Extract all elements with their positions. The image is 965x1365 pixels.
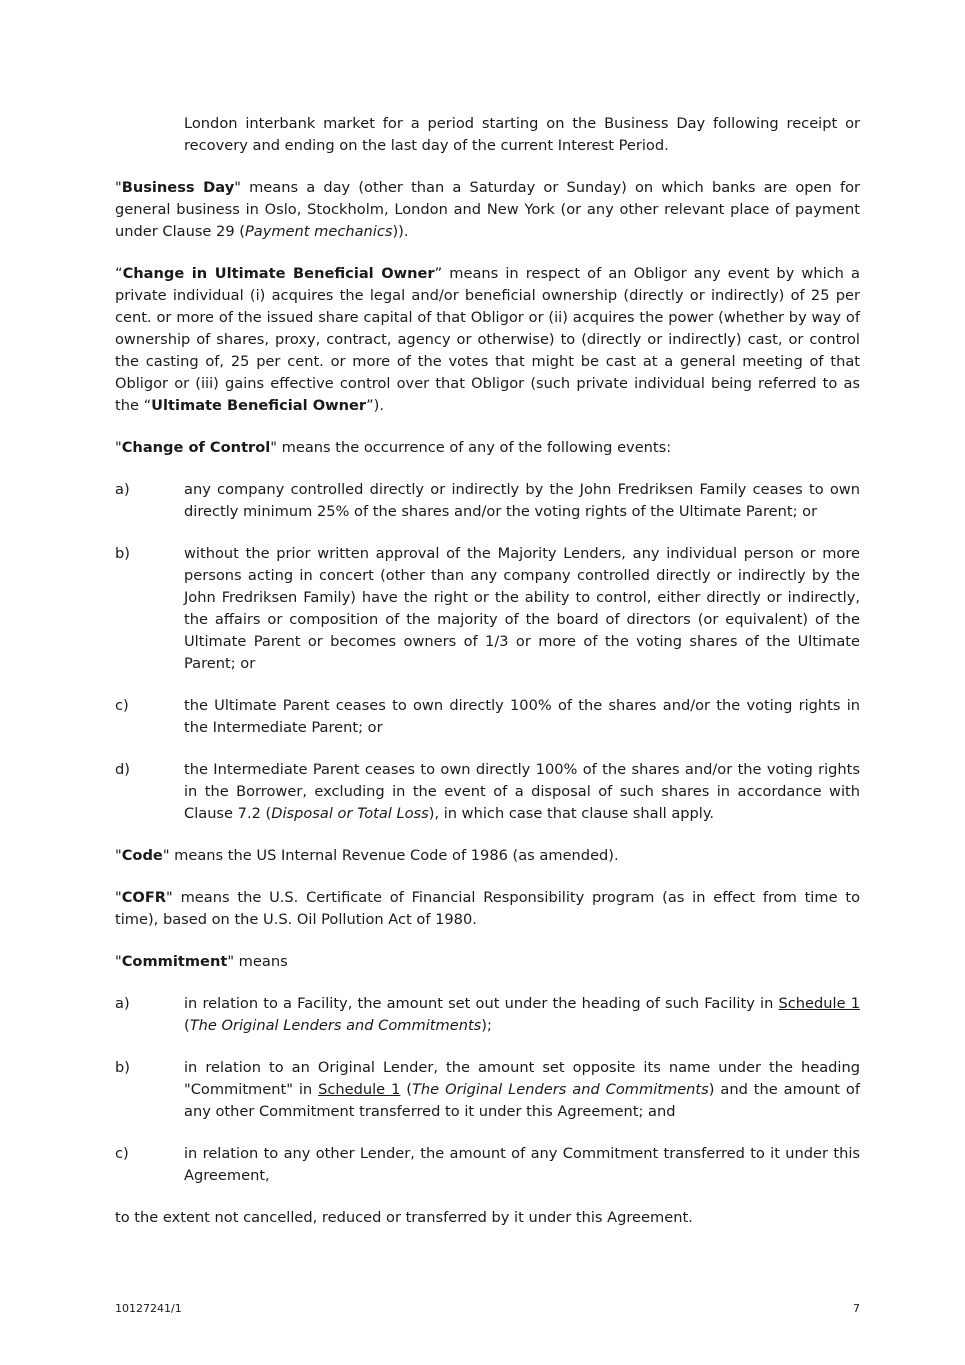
term-change-of-control: Change of Control [121,439,271,456]
schedule-ref: The Original Lenders and Commitments [189,1017,482,1034]
term-commitment: Commitment [121,953,228,970]
page-number: 7 [853,1302,860,1315]
list-item: b) without the prior written approval of the Majority Lenders, any individual person or more persons acting in concert (other than any company controlled directly or indirectly by the John Fredriksen Family) have the right or the ability to control, either directly or indirectly, the affairs or composition of the majority of the board of directors (or equivalent) of the Ultimate Parent or becomes owners of 1/3 or more of the voting shares of the Ultimate Parent; or [115,545,860,672]
definition-change-of-control: "Change of Control" means the occurrence of any of the following events: [115,439,672,456]
schedule-ref: The Original Lenders and Commitments [412,1081,709,1098]
term-code: Code [121,847,163,864]
definition-commitment: "Commitment" means [115,953,288,970]
definition-cofr: "COFR" means the U.S. Certificate of Financial Responsibility program (as in effect from time to time), based on the U.S. Oil Pollution Act of 1980. [115,889,860,928]
term-business-day: Business Day [121,179,235,196]
list-item: b) in relation to an Original Lender, the amount set opposite its name under the heading "Commitment" in Schedule 1 (The Original Lenders and Commitments) and the amount of any other Commitment transferred to it under this Agreement; and [115,1059,860,1120]
continuation-paragraph: London interbank market for a period starting on the Business Day following receipt or recovery and ending on the last day of the current Interest Period. [184,115,860,154]
list-item: c) in relation to any other Lender, the amount of any Commitment transferred to it under this Agreement, [115,1145,860,1184]
list-item: c) the Ultimate Parent ceases to own directly 100% of the shares and/or the voting rights in the Intermediate Parent; or [115,697,860,736]
term-cofr: COFR [121,889,167,906]
schedule-1-link[interactable]: Schedule 1 [778,995,860,1012]
schedule-1-link[interactable]: Schedule 1 [318,1081,401,1098]
list-item: a) any company controlled directly or indirectly by the John Fredriksen Family ceases to own directly minimum 25% of the shares and/or the voting rights of the Ultimate Parent; or [115,481,860,520]
definition-change-ubo: “Change in Ultimate Beneficial Owner” means in respect of an Obligor any event by which a private individual (i) acquires the legal and/or beneficial ownership (directly or indirectly) of 25 per cent. or more of the issued share capital of that Obligor or (ii) acquires the power (whether by way of ownership of shares, proxy, contract, agency or otherwise) to (directly or indirectly) cast, or control the casting of, 25 per cent. or more of the votes that might be cast at a general meeting of that Obligor or (iii) gains effective control over that Obligor (such private individual being referred to as the “Ultimate Beneficial Owner”). [115,265,860,414]
commitment-closing: to the extent not cancelled, reduced or transferred by it under this Agreement. [115,1209,693,1226]
definition-business-day: "Business Day" means a day (other than a Saturday or Sunday) on which banks are open for general business in Oslo, Stockholm, London and New York (or any other relevant place of payment under Clause 29 (Payment mechanics)). [115,179,861,240]
document-reference: 10127241/1 [115,1302,182,1315]
term-ultimate-beneficial-owner: Ultimate Beneficial Owner [151,397,367,414]
clause-ref-payment-mechanics: Payment mechanics [244,223,393,240]
definition-code: "Code" means the US Internal Revenue Code of 1986 (as amended). [115,847,619,864]
list-item: a) in relation to a Facility, the amount set out under the heading of such Facility in Schedule 1 (The Original Lenders and Commitments); [115,995,860,1034]
list-item: d) the Intermediate Parent ceases to own directly 100% of the shares and/or the voting rights in the Borrower, excluding in the event of a disposal of such shares in accordance with Clause 7.2 (Disposal or Total Loss), in which case that clause shall apply. [115,761,860,822]
clause-ref-disposal: Disposal or Total Loss [271,805,429,822]
document-page [115,113,860,1249]
term-change-ubo: Change in Ultimate Beneficial Owner [122,265,435,282]
